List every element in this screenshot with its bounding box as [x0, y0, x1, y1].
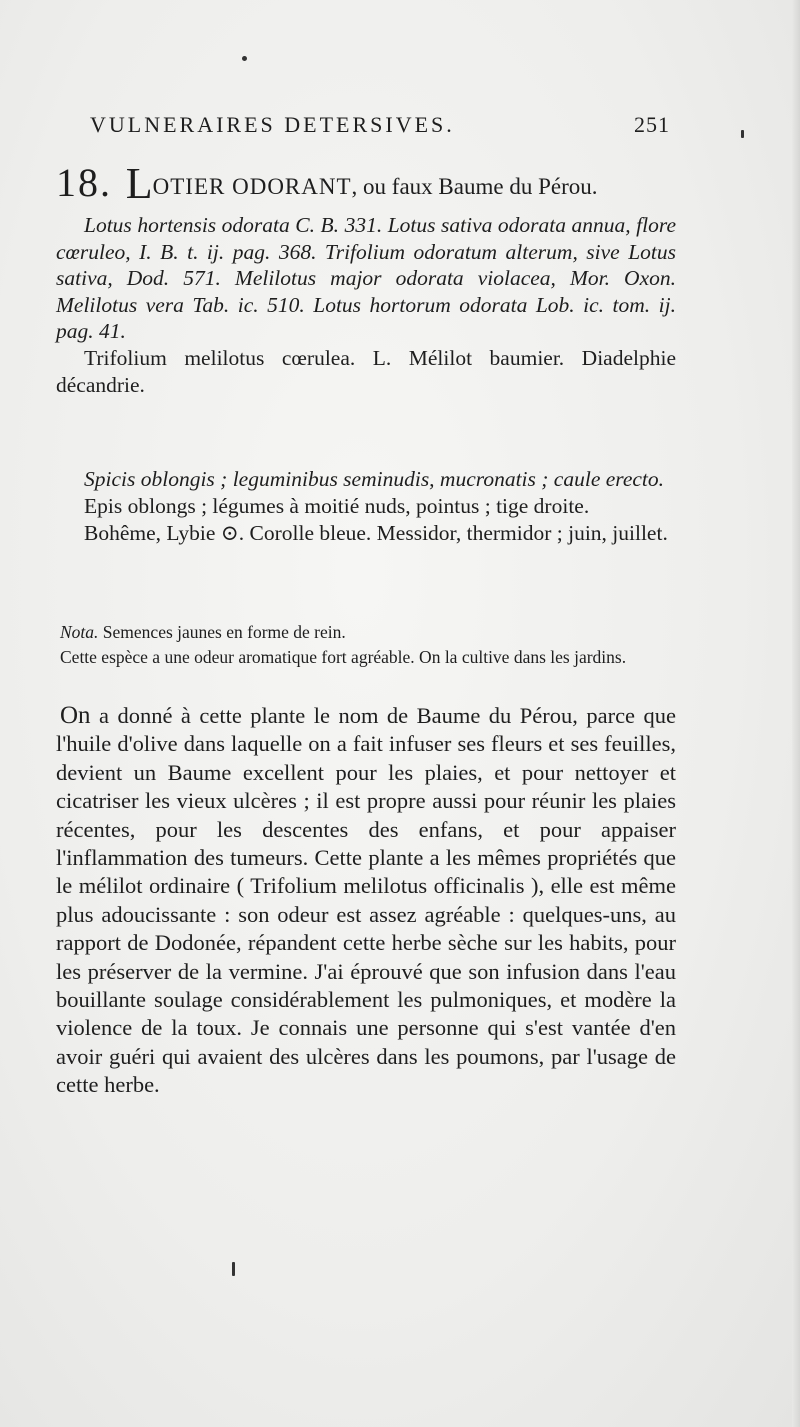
paragraph-first-word: On: [60, 702, 91, 729]
nota-line-1: Semences jaunes en forme de rein.: [102, 622, 346, 642]
entry-name: OTIER ODORANT: [152, 174, 352, 199]
entry-name-suffix: , ou faux Baume du Pérou.: [351, 174, 598, 199]
running-header: [90, 112, 670, 138]
running-title: VULNERAIRES DETERSIVES.: [90, 112, 455, 137]
synonym-list: Lotus hortensis odorata C. B. 331. Lotus sativa odorata annua, flore cœruleo, I. B. t. ij. pag. 368. Trifolium odoratum alterum, sive Lotus sativa, Dod. 571. Melilotus major odorata violacea, Mor. Oxon. Melilotus vera Tab. ic. 510. Lotus hortorum odorata Lob. ic. tom. ij. pag. 41.: [56, 213, 676, 344]
description-block: [56, 466, 676, 547]
page-number: 251: [634, 112, 670, 137]
entry-heading: [56, 158, 686, 209]
paragraph-text: a donné à cette plante le nom de Baume du Pérou, parce que l'huile d'olive dans laquelle on a fait infuser ses fleurs et ses feuilles, devient un Baume excellent pour les plaies, et pour nettoyer et cicatriser les vieux ulcères ; il est propre aussi pour réunir les plaies récentes, pour les descentes des enfans, et pour appaiser l'inflammation des tumeurs. Cette plante a les mêmes propriétés que le mélilot ordinaire ( Trifolium melilotus officinalis ), elle est même plus adoucissante : son odeur est assez agréable : quelques-uns, au rapport de Dodonée, répandent cette herbe sèche sur les habits, pour les préserver de la vermine. J'ai éprouvé que son infusion dans l'eau bouillante soulage considérablement les pulmoniques, et modère la violence de la toux. Je connais une personne qui s'est vantée d'en avoir guéri qui avaient des ulcères dans les poumons, par l'usage de cette herbe.: [56, 703, 676, 1098]
latin-description: Spicis oblongis ; leguminibus seminudis, mucronatis ; caule erecto.: [84, 467, 665, 491]
entry-number: 18.: [56, 160, 112, 205]
ink-speck: [741, 130, 744, 138]
synonymy-block: [56, 212, 676, 398]
page-edge-shadow: [792, 0, 800, 1427]
nota-label: Nota.: [60, 622, 99, 642]
habitat-flowering: Bohême, Lybie ⊙. Corolle bleue. Messidor, thermidor ; juin, juillet.: [84, 521, 668, 545]
nota-line-2: Cette espèce a une odeur aromatique fort agréable. On la cultive dans les jardins.: [60, 647, 627, 667]
linnaean-name: Trifolium melilotus cœrulea. L. Mélilot baumier. Diadelphie décandrie.: [56, 345, 676, 397]
nota-block: [56, 620, 676, 670]
main-paragraph: [56, 702, 676, 1100]
ink-speck: [242, 56, 247, 61]
french-description: Epis oblongs ; légumes à moitié nuds, pointus ; tige droite.: [84, 494, 590, 518]
ink-speck: [232, 1262, 235, 1276]
entry-name-initial: L: [125, 159, 153, 208]
